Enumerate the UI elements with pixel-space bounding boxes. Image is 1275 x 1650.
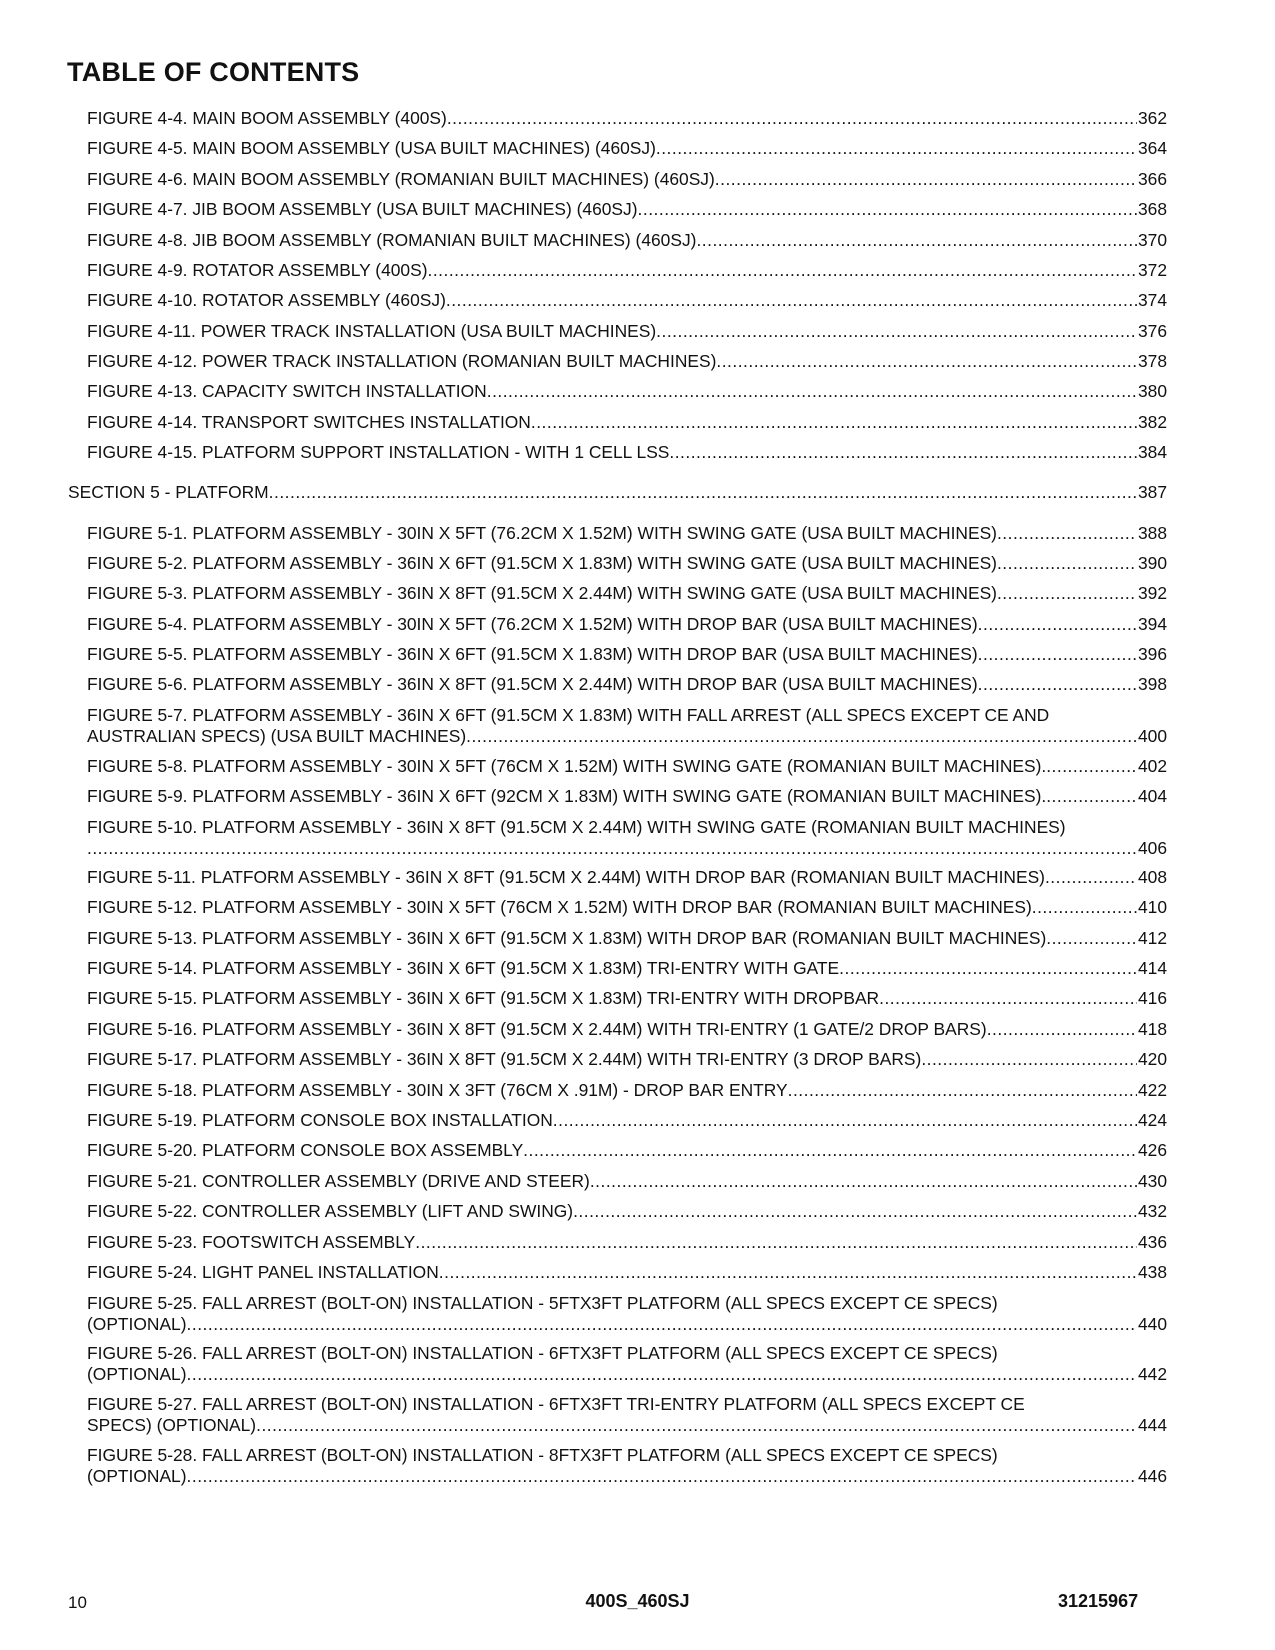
toc-entry-page-number: 380 — [1137, 381, 1167, 401]
toc-entry-title: SPECS) (OPTIONAL) — [87, 1415, 257, 1435]
toc-entry-title: FIGURE 5-11. PLATFORM ASSEMBLY - 36IN X 8FT (91.5CM X 2.44M) WITH DROP BAR (ROMANIAN BUILT MACHINES) — [87, 867, 1045, 887]
dot-leader — [656, 138, 1137, 159]
dot-leader — [1046, 928, 1137, 949]
toc-figure-entry[interactable] — [87, 1201, 1167, 1222]
toc-entry-title: FIGURE 4-6. MAIN BOOM ASSEMBLY (ROMANIAN BUILT MACHINES) (460SJ) — [87, 169, 715, 189]
toc-entry-page-number: 424 — [1137, 1110, 1167, 1130]
toc-figure-entry[interactable] — [87, 290, 1167, 311]
footer-model: 400S_460SJ — [585, 1591, 690, 1611]
toc-entry-title: FIGURE 5-5. PLATFORM ASSEMBLY - 36IN X 6FT (91.5CM X 1.83M) WITH DROP BAR (USA BUILT MACHINES) — [87, 644, 978, 664]
toc-entry-title: FIGURE 5-18. PLATFORM ASSEMBLY - 30IN X 3FT (76CM X .91M) - DROP BAR ENTRY — [87, 1080, 788, 1100]
dot-leader — [978, 614, 1137, 635]
toc-entry-title: FIGURE 5-6. PLATFORM ASSEMBLY - 36IN X 8FT (91.5CM X 2.44M) WITH DROP BAR (USA BUILT MACHINES) — [87, 674, 978, 694]
toc-entry-title: SECTION 5 - PLATFORM — [68, 482, 269, 502]
toc-figure-entry[interactable] — [87, 756, 1167, 777]
toc-entry-line — [87, 726, 1167, 747]
toc-entry-page-number: 402 — [1137, 756, 1167, 776]
dot-leader — [997, 523, 1137, 544]
toc-entry-line — [87, 1049, 1167, 1070]
toc-entry-title: FIGURE 5-2. PLATFORM ASSEMBLY - 36IN X 6FT (91.5CM X 1.83M) WITH SWING GATE (USA BUILT MACHINES) — [87, 553, 997, 573]
toc-figure-entry[interactable] — [87, 381, 1167, 402]
toc-figure-entry[interactable] — [87, 108, 1167, 129]
toc-figure-entry[interactable] — [87, 786, 1167, 807]
toc-figure-entry[interactable] — [87, 260, 1167, 281]
toc-entry-page-number: 400 — [1137, 726, 1167, 746]
toc-entry-page-number: 362 — [1137, 108, 1167, 128]
toc-entry-title: FIGURE 4-15. PLATFORM SUPPORT INSTALLATION - WITH 1 CELL LSS — [87, 442, 670, 462]
toc-figure-entry[interactable] — [87, 674, 1167, 695]
toc-entry-line — [87, 169, 1167, 190]
dot-leader — [987, 1019, 1137, 1040]
toc-entry-title: FIGURE 4-10. ROTATOR ASSEMBLY (460SJ) — [87, 290, 446, 310]
toc-entry-line — [87, 321, 1167, 342]
toc-entry-line — [87, 1262, 1167, 1283]
dot-leader — [839, 958, 1137, 979]
toc-entry-title: FIGURE 5-15. PLATFORM ASSEMBLY - 36IN X 6FT (91.5CM X 1.83M) TRI-ENTRY WITH DROPBAR — [87, 988, 880, 1008]
toc-entry-page-number: 426 — [1137, 1140, 1167, 1160]
toc-figure-entry[interactable] — [87, 1394, 1167, 1436]
toc-section-entry[interactable] — [68, 482, 1167, 503]
dot-leader — [997, 553, 1137, 574]
toc-entry-title: (OPTIONAL) — [87, 1314, 187, 1334]
toc-figure-entry[interactable] — [87, 553, 1167, 574]
toc-entry-page-number: 384 — [1137, 442, 1167, 462]
toc-entry-title: FIGURE 5-4. PLATFORM ASSEMBLY - 30IN X 5FT (76.2CM X 1.52M) WITH DROP BAR (USA BUILT MACHINES) — [87, 614, 978, 634]
toc-figure-entry[interactable] — [87, 321, 1167, 342]
toc-figure-entry[interactable] — [87, 1293, 1167, 1335]
toc-entry-title: FIGURE 4-13. CAPACITY SWITCH INSTALLATION — [87, 381, 487, 401]
toc-entry-line — [87, 381, 1167, 402]
toc-entry-page-number: 396 — [1137, 644, 1167, 664]
toc-entry-title: FIGURE 5-17. PLATFORM ASSEMBLY - 36IN X 8FT (91.5CM X 2.44M) WITH TRI-ENTRY (3 DROP BARS) — [87, 1049, 922, 1069]
dot-leader — [669, 442, 1137, 463]
toc-figure-entry[interactable] — [87, 817, 1167, 859]
toc-entry-title: FIGURE 5-21. CONTROLLER ASSEMBLY (DRIVE AND STEER) — [87, 1171, 590, 1191]
toc-entry-line — [87, 1364, 1167, 1385]
toc-entry-title: FIGURE 4-11. POWER TRACK INSTALLATION (USA BUILT MACHINES) — [87, 321, 657, 341]
toc-entry-page-number: 436 — [1137, 1232, 1167, 1252]
dot-leader — [788, 1080, 1137, 1101]
toc-entry-title: AUSTRALIAN SPECS) (USA BUILT MACHINES) — [87, 726, 467, 746]
toc-entry-title: (OPTIONAL) — [87, 1466, 187, 1486]
dot-leader — [696, 230, 1137, 251]
toc-entry-page-number: 398 — [1137, 674, 1167, 694]
toc-figure-entry[interactable] — [87, 1019, 1167, 1040]
toc-entry-line — [87, 1415, 1167, 1436]
toc-entry-page-number: 388 — [1137, 523, 1167, 543]
dot-leader — [1046, 786, 1137, 807]
toc-entry-page-number: 432 — [1137, 1201, 1167, 1221]
footer-page-number: 10 — [68, 1593, 87, 1612]
toc-entry-line — [87, 838, 1167, 859]
toc-entry-line — [87, 644, 1167, 665]
toc-entry-page-number: 442 — [1137, 1364, 1167, 1384]
toc-entry-title-line: FIGURE 5-27. FALL ARREST (BOLT-ON) INSTALLATION - 6FTX3FT TRI-ENTRY PLATFORM (ALL SPECS EXCEPT CE — [87, 1394, 1025, 1414]
dot-leader — [466, 726, 1137, 747]
toc-entry-line — [87, 674, 1167, 695]
toc-entry-page-number: 368 — [1137, 199, 1167, 219]
toc-entry-page-number: 422 — [1137, 1080, 1167, 1100]
footer-doc-number: 31215967 — [1058, 1591, 1139, 1611]
toc-entry-line — [87, 867, 1167, 888]
dot-leader — [439, 1262, 1137, 1283]
toc-entry-line — [87, 1019, 1167, 1040]
dot-leader — [187, 1314, 1137, 1335]
toc-entry-title: FIGURE 5-1. PLATFORM ASSEMBLY - 30IN X 5FT (76.2CM X 1.52M) WITH SWING GATE (USA BUILT MACHINES) — [87, 523, 997, 543]
toc-entry-title: FIGURE 5-8. PLATFORM ASSEMBLY - 30IN X 5FT (76CM X 1.52M) WITH SWING GATE (ROMANIAN BUILT MACHINES). — [87, 756, 1047, 776]
toc-entry-title-line: FIGURE 5-10. PLATFORM ASSEMBLY - 36IN X 8FT (91.5CM X 2.44M) WITH SWING GATE (ROMANIAN BUILT MACHINES) — [87, 817, 1066, 837]
toc-entry-line — [87, 260, 1167, 281]
dot-leader — [978, 644, 1137, 665]
toc-figure-entry[interactable] — [87, 1232, 1167, 1253]
dot-leader — [447, 108, 1137, 129]
toc-entry-page-number: 412 — [1137, 928, 1167, 948]
dot-leader — [716, 351, 1137, 372]
toc-entry-line — [87, 351, 1167, 372]
toc-entry-title: (OPTIONAL) — [87, 1364, 187, 1384]
toc-entry-line — [87, 1314, 1167, 1335]
toc-entry-title: FIGURE 5-3. PLATFORM ASSEMBLY - 36IN X 8FT (91.5CM X 2.44M) WITH SWING GATE (USA BUILT MACHINES) — [87, 583, 997, 603]
toc-entry-line — [68, 482, 1167, 503]
toc-entry-page-number: 438 — [1137, 1262, 1167, 1282]
toc-entry-title: FIGURE 5-19. PLATFORM CONSOLE BOX INSTALLATION — [87, 1110, 553, 1130]
dot-leader — [87, 838, 1137, 859]
dot-leader — [1045, 867, 1137, 888]
toc-entry-line — [87, 412, 1167, 433]
toc-figure-entry[interactable] — [87, 614, 1167, 635]
toc-entry-line — [87, 290, 1167, 311]
toc-entry-title: FIGURE 5-16. PLATFORM ASSEMBLY - 36IN X 8FT (91.5CM X 2.44M) WITH TRI-ENTRY (1 GATE/2 DROP BARS) — [87, 1019, 987, 1039]
dot-leader — [879, 988, 1137, 1009]
toc-entry-title: FIGURE 4-4. MAIN BOOM ASSEMBLY (400S) — [87, 108, 447, 128]
toc-entry-line — [87, 1110, 1167, 1131]
toc-entry-page-number: 366 — [1137, 169, 1167, 189]
toc-entry-title-line: FIGURE 5-25. FALL ARREST (BOLT-ON) INSTALLATION - 5FTX3FT PLATFORM (ALL SPECS EXCEPT CE SPECS) — [87, 1293, 998, 1313]
toc-figure-entry[interactable] — [87, 958, 1167, 979]
toc-entry-title-line: FIGURE 5-7. PLATFORM ASSEMBLY - 36IN X 6FT (91.5CM X 1.83M) WITH FALL ARREST (ALL SPECS EXCEPT CE AND — [87, 705, 1050, 725]
toc-entry-title: FIGURE 5-24. LIGHT PANEL INSTALLATION — [87, 1262, 439, 1282]
toc-entry-title: FIGURE 4-7. JIB BOOM ASSEMBLY (USA BUILT MACHINES) (460SJ) — [87, 199, 638, 219]
toc-entry-line — [87, 614, 1167, 635]
toc-entry-line — [87, 988, 1167, 1009]
toc-entry-title: FIGURE 4-5. MAIN BOOM ASSEMBLY (USA BUILT MACHINES) (460SJ) — [87, 138, 656, 158]
dot-leader — [487, 381, 1137, 402]
dot-leader — [638, 199, 1137, 220]
toc-entry-page-number: 390 — [1137, 553, 1167, 573]
toc-entry-page-number: 374 — [1137, 290, 1167, 310]
toc-entry-page-number: 404 — [1137, 786, 1167, 806]
toc-figure-entry[interactable] — [87, 138, 1167, 159]
dot-leader — [590, 1171, 1137, 1192]
toc-entry-line — [87, 1466, 1167, 1487]
toc-entry-line — [87, 1171, 1167, 1192]
toc-entry-line — [87, 199, 1167, 220]
toc-entry-page-number: 414 — [1137, 958, 1167, 978]
toc-entry-line — [87, 583, 1167, 604]
toc-entry-title: FIGURE 5-14. PLATFORM ASSEMBLY - 36IN X 6FT (91.5CM X 1.83M) TRI-ENTRY WITH GATE — [87, 958, 840, 978]
toc-figure-entry[interactable] — [87, 988, 1167, 1009]
toc-entry-page-number: 416 — [1137, 988, 1167, 1008]
toc-figure-entry[interactable] — [87, 705, 1167, 747]
toc-entry-page-number: 364 — [1137, 138, 1167, 158]
toc-entry-line — [87, 1201, 1167, 1222]
page-title: TABLE OF CONTENTS — [67, 57, 360, 87]
toc-entry-page-number: 387 — [1137, 482, 1167, 502]
toc-figure-entry[interactable] — [87, 1262, 1167, 1283]
toc-entry-page-number: 376 — [1137, 321, 1167, 341]
toc-figure-entry[interactable] — [87, 928, 1167, 949]
toc-entry-line — [87, 230, 1167, 251]
dot-leader — [187, 1364, 1137, 1385]
toc-figure-entry[interactable] — [87, 199, 1167, 220]
toc-figure-entry[interactable] — [87, 169, 1167, 190]
toc-figure-entry[interactable] — [87, 442, 1167, 463]
toc-figure-entry[interactable] — [87, 644, 1167, 665]
toc-figure-entry[interactable] — [87, 1140, 1167, 1161]
toc-entry-page-number: 418 — [1137, 1019, 1167, 1039]
toc-entry-line — [87, 928, 1167, 949]
toc-entry-line — [87, 786, 1167, 807]
toc-entry-line — [87, 897, 1167, 918]
dot-leader — [269, 482, 1137, 503]
toc-figure-entry[interactable] — [87, 583, 1167, 604]
dot-leader — [1032, 897, 1137, 918]
dot-leader — [428, 260, 1137, 281]
toc-entry-line — [87, 523, 1167, 544]
dot-leader — [531, 412, 1137, 433]
toc-figure-entry[interactable] — [87, 523, 1167, 544]
toc-figure-entry[interactable] — [87, 867, 1167, 888]
dot-leader — [187, 1466, 1137, 1487]
toc-entry-line — [87, 958, 1167, 979]
dot-leader — [978, 674, 1137, 695]
dot-leader — [415, 1232, 1137, 1253]
toc-entry-title: FIGURE 5-20. PLATFORM CONSOLE BOX ASSEMBLY — [87, 1140, 524, 1160]
toc-figure-entry[interactable] — [87, 351, 1167, 372]
toc-entry-title-line: FIGURE 5-26. FALL ARREST (BOLT-ON) INSTALLATION - 6FTX3FT PLATFORM (ALL SPECS EXCEPT CE SPECS) — [87, 1343, 998, 1363]
toc-entry-page-number: 430 — [1137, 1171, 1167, 1191]
dot-leader — [523, 1140, 1137, 1161]
toc-entry-page-number: 394 — [1137, 614, 1167, 634]
toc-entry-page-number: 392 — [1137, 583, 1167, 603]
toc-entry-line — [87, 1080, 1167, 1101]
toc-entry-title: FIGURE 4-8. JIB BOOM ASSEMBLY (ROMANIAN BUILT MACHINES) (460SJ) — [87, 230, 697, 250]
toc-figure-entry[interactable] — [87, 1080, 1167, 1101]
toc-entry-title: FIGURE 5-12. PLATFORM ASSEMBLY - 30IN X 5FT (76CM X 1.52M) WITH DROP BAR (ROMANIAN BUILT MACHINES) — [87, 897, 1032, 917]
toc-figure-entry[interactable] — [87, 897, 1167, 918]
dot-leader — [656, 321, 1137, 342]
toc-entry-line — [87, 138, 1167, 159]
toc-entry-line — [87, 756, 1167, 777]
toc-entry-title: FIGURE 5-13. PLATFORM ASSEMBLY - 36IN X 6FT (91.5CM X 1.83M) WITH DROP BAR (ROMANIAN BUILT MACHINES) — [87, 928, 1047, 948]
toc-entry-page-number: 382 — [1137, 412, 1167, 432]
toc-entry-line — [87, 108, 1167, 129]
toc-entry-page-number: 370 — [1137, 230, 1167, 250]
toc-entry-line — [87, 1232, 1167, 1253]
toc-entry-page-number: 420 — [1137, 1049, 1167, 1069]
toc-figure-entry[interactable] — [87, 1049, 1167, 1070]
toc-entry-page-number: 410 — [1137, 897, 1167, 917]
toc-entry-title: FIGURE 4-14. TRANSPORT SWITCHES INSTALLATION — [87, 412, 531, 432]
toc-figure-entry[interactable] — [87, 1110, 1167, 1131]
toc-entry-title: FIGURE 5-9. PLATFORM ASSEMBLY - 36IN X 6FT (92CM X 1.83M) WITH SWING GATE (ROMANIAN BUILT MACHINES). — [87, 786, 1047, 806]
toc-entry-page-number: 444 — [1137, 1415, 1167, 1435]
dot-leader — [446, 290, 1137, 311]
dot-leader — [256, 1415, 1137, 1436]
toc-figure-entry[interactable] — [87, 1171, 1167, 1192]
toc-entry-title: FIGURE 4-9. ROTATOR ASSEMBLY (400S) — [87, 260, 428, 280]
toc-figure-entry[interactable] — [87, 1445, 1167, 1487]
toc-figure-entry[interactable] — [87, 412, 1167, 433]
dot-leader — [921, 1049, 1137, 1070]
toc-entry-page-number: 446 — [1137, 1466, 1167, 1486]
toc-entry-page-number: 406 — [1137, 838, 1167, 858]
toc-entry-title: FIGURE 5-22. CONTROLLER ASSEMBLY (LIFT AND SWING) — [87, 1201, 574, 1221]
toc-figure-entry[interactable] — [87, 230, 1167, 251]
toc-entry-page-number: 408 — [1137, 867, 1167, 887]
dot-leader — [1046, 756, 1137, 777]
toc-entry-line — [87, 442, 1167, 463]
dot-leader — [573, 1201, 1137, 1222]
toc-entry-title: FIGURE 4-12. POWER TRACK INSTALLATION (ROMANIAN BUILT MACHINES) — [87, 351, 717, 371]
toc-entry-page-number: 372 — [1137, 260, 1167, 280]
toc-entry-page-number: 440 — [1137, 1314, 1167, 1334]
toc-entry-title: FIGURE 5-23. FOOTSWITCH ASSEMBLY — [87, 1232, 416, 1252]
toc-entry-page-number: 378 — [1137, 351, 1167, 371]
toc-entry-line — [87, 1140, 1167, 1161]
dot-leader — [997, 583, 1137, 604]
dot-leader — [715, 169, 1137, 190]
toc-figure-entry[interactable] — [87, 1343, 1167, 1385]
toc-entry-line — [87, 553, 1167, 574]
toc-entry-title-line: FIGURE 5-28. FALL ARREST (BOLT-ON) INSTALLATION - 8FTX3FT PLATFORM (ALL SPECS EXCEPT CE SPECS) — [87, 1445, 998, 1465]
dot-leader — [553, 1110, 1137, 1131]
